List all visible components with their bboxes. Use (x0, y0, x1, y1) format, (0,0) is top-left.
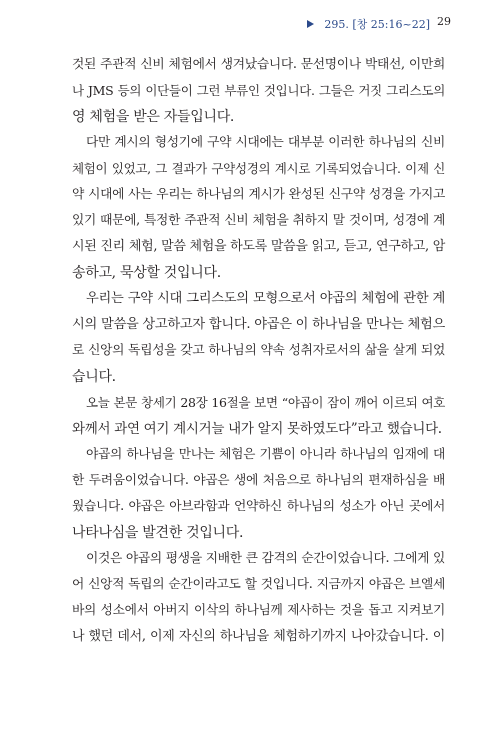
text-line: 습니다. (72, 369, 116, 385)
text-line: 웠습니다. 야곱은 아브라함과 언약하신 하나님의 성소가 아닌 곳에서 (72, 499, 445, 514)
text-line: 체험이 있었고, 그 결과가 구약성경의 계시로 기록되었습니다. 이제 신 (72, 161, 445, 176)
triangle-marker-icon (307, 20, 314, 28)
text-line: 나타나심을 발견한 것입니다. (72, 525, 244, 541)
text-line: 송하고, 묵상할 것입니다. (72, 265, 221, 281)
text-line: 약 시대에 사는 우리는 하나님의 계시가 완성된 신구약 성경을 가지고 (72, 187, 445, 202)
text-line: 시의 말씀을 상고하고자 합니다. 야곱은 이 하나님을 만나는 체험으 (72, 317, 445, 332)
text-line: 야곱의 하나님을 만나는 체험은 기쁨이 아니라 하나님의 임재에 대 (86, 447, 445, 462)
text-line: 나 JMS 등의 이단들이 그런 부류인 것입니다. 그들은 거짓 그리스도의 (72, 83, 445, 98)
text-line: 와께서 과연 여기 계시거늘 내가 알지 못하였도다”라고 했습니다. (72, 421, 442, 437)
text-line: 오늘 본문 창세기 28장 16절을 보면 “야곱이 잠이 깨어 이르되 여호 (86, 395, 445, 410)
text-line: 한 두려움이었습니다. 야곱은 생에 처음으로 하나님의 편재하심을 배 (72, 473, 445, 488)
section-reference: 295. [창 25:16~22] (324, 18, 430, 31)
text-line: 영 체험을 받은 자들입니다. (72, 109, 235, 125)
text-line: 우리는 구약 시대 그리스도의 모형으로서 야곱의 체험에 관한 계 (86, 291, 445, 306)
text-line: 있기 때문에, 특정한 주관적 신비 체험을 취하지 말 것이며, 성경에 계 (72, 213, 445, 228)
text-line: 나 했던 데서, 이제 자신의 하나님을 체험하기까지 나아갔습니다. 이 (72, 629, 445, 644)
text-line: 것된 주관적 신비 체험에서 생겨났습니다. 문선명이나 박태선, 이만희 (72, 57, 445, 72)
text-line: 시된 진리 체험, 말씀 체험을 하도록 말씀을 읽고, 듣고, 연구하고, 암 (72, 239, 445, 254)
text-line: 다만 계시의 형성기에 구약 시대에는 대부분 이러한 하나님의 신비 (86, 135, 445, 150)
running-header (307, 16, 430, 32)
text-line: 어 신앙적 독립의 순간이라고도 할 것입니다. 지금까지 야곱은 브엘세 (72, 577, 445, 592)
text-line: 로 신앙의 독립성을 갖고 하나님의 약속 성취자로서의 삶을 살게 되었 (72, 343, 445, 358)
page-number: 29 (437, 15, 451, 28)
text-line: 바의 성소에서 아버지 이삭의 하나님께 제사하는 것을 돕고 지켜보기 (72, 603, 445, 618)
text-line: 이것은 야곱의 평생을 지배한 큰 감격의 순간이었습니다. 그에게 있 (86, 551, 445, 566)
body-text (72, 52, 445, 650)
